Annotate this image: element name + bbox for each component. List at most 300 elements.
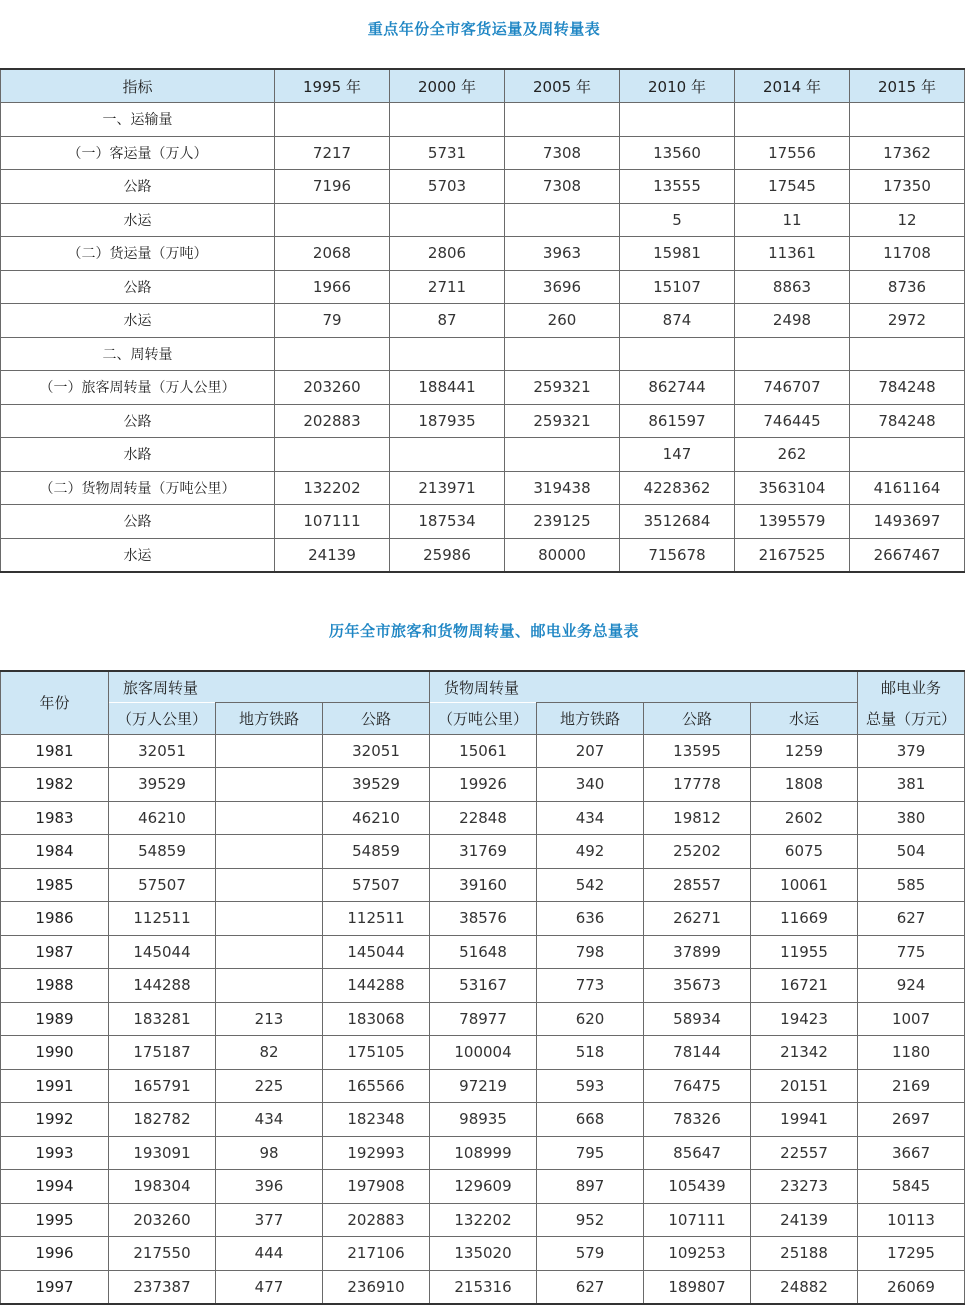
- table1-row: [1, 237, 965, 271]
- table2-cell: 37899: [644, 935, 751, 969]
- table2-cell: 57507: [109, 868, 216, 902]
- year-cell: 1986: [1, 902, 109, 936]
- year-cell: 1987: [1, 935, 109, 969]
- table2-cell: 182348: [323, 1103, 430, 1137]
- table2-cell: [216, 935, 323, 969]
- table1-cell: [390, 103, 505, 137]
- table2-row: [1, 1170, 965, 1204]
- table2-cell: 627: [858, 902, 965, 936]
- table1-cell: [850, 103, 965, 137]
- table2-cell: 377: [216, 1203, 323, 1237]
- table1-row: [1, 304, 965, 338]
- table1-row: [1, 337, 965, 371]
- table2-cell: 145044: [109, 935, 216, 969]
- table2-cell: 25188: [751, 1237, 858, 1271]
- table2-cell: 39529: [323, 768, 430, 802]
- indicator-label: 公路: [1, 404, 275, 438]
- table1-cell: 7308: [505, 170, 620, 204]
- table1-cell: 5731: [390, 136, 505, 170]
- table2-cell: 6075: [751, 835, 858, 869]
- table1-cell: 2806: [390, 237, 505, 271]
- indicator-label: 一、运输量: [1, 103, 275, 137]
- table1-cell: [850, 337, 965, 371]
- table2-cell: 340: [537, 768, 644, 802]
- table1-cell: 25986: [390, 538, 505, 572]
- table1-cell: [505, 438, 620, 472]
- table1-cell: [505, 337, 620, 371]
- table2-cell: 85647: [644, 1136, 751, 1170]
- year-cell: 1985: [1, 868, 109, 902]
- table1-cell: [275, 103, 390, 137]
- table1-cell: 8863: [735, 270, 850, 304]
- table2-cell: 57507: [323, 868, 430, 902]
- table2-row: [1, 835, 965, 869]
- table2-cell: 129609: [430, 1170, 537, 1204]
- table2-cell: 668: [537, 1103, 644, 1137]
- table2-cell: 215316: [430, 1270, 537, 1304]
- table1-cell: [275, 337, 390, 371]
- table2-cell: 144288: [323, 969, 430, 1003]
- table1-cell: 5703: [390, 170, 505, 204]
- table2-row: [1, 1270, 965, 1304]
- header-2005: 2005 年: [505, 69, 620, 103]
- table2-cell: 198304: [109, 1170, 216, 1204]
- table2-cell: 26069: [858, 1270, 965, 1304]
- table1-cell: [850, 438, 965, 472]
- table2-cell: 35673: [644, 969, 751, 1003]
- table1-cell: 147: [620, 438, 735, 472]
- table1-cell: 3963: [505, 237, 620, 271]
- table2-cell: 46210: [323, 801, 430, 835]
- table2-cell: [216, 734, 323, 768]
- year-cell: 1997: [1, 1270, 109, 1304]
- header-freight-water: 水运: [751, 703, 858, 735]
- year-cell: 1996: [1, 1237, 109, 1271]
- table1-row: [1, 438, 965, 472]
- table2-cell: 773: [537, 969, 644, 1003]
- table2-row: [1, 734, 965, 768]
- table1-row: [1, 538, 965, 572]
- table2-cell: 795: [537, 1136, 644, 1170]
- header-freight-unit: （万吨公里）: [430, 703, 537, 735]
- table1-cell: 2972: [850, 304, 965, 338]
- table2-row: [1, 1136, 965, 1170]
- table2-cell: 78977: [430, 1002, 537, 1036]
- table2-cell: 58934: [644, 1002, 751, 1036]
- table1-cell: [505, 203, 620, 237]
- table1-cell: 15107: [620, 270, 735, 304]
- table2-cell: 924: [858, 969, 965, 1003]
- table1-cell: 15981: [620, 237, 735, 271]
- table2-cell: 217550: [109, 1237, 216, 1271]
- table1-cell: 3696: [505, 270, 620, 304]
- table1-cell: 11708: [850, 237, 965, 271]
- table1-cell: [275, 438, 390, 472]
- table1-cell: 715678: [620, 538, 735, 572]
- table2-cell: 504: [858, 835, 965, 869]
- table1-row: [1, 471, 965, 505]
- table1-cell: 13555: [620, 170, 735, 204]
- table2-cell: 1180: [858, 1036, 965, 1070]
- table2-cell: 145044: [323, 935, 430, 969]
- table2-cell: 225: [216, 1069, 323, 1103]
- table2-cell: 26271: [644, 902, 751, 936]
- table2-cell: 217106: [323, 1237, 430, 1271]
- table2-cell: [216, 902, 323, 936]
- table2-cell: 51648: [430, 935, 537, 969]
- table1-cell: 132202: [275, 471, 390, 505]
- table1-cell: 874: [620, 304, 735, 338]
- yearly-turnover-table: [0, 670, 965, 1305]
- table1-cell: 7196: [275, 170, 390, 204]
- table2-cell: 203260: [109, 1203, 216, 1237]
- table1-cell: 213971: [390, 471, 505, 505]
- table2-cell: 54859: [323, 835, 430, 869]
- table1-cell: 2711: [390, 270, 505, 304]
- year-cell: 1982: [1, 768, 109, 802]
- table1-cell: 3563104: [735, 471, 850, 505]
- header-postal-line2: 总量（万元）: [858, 703, 965, 735]
- table2-cell: 39160: [430, 868, 537, 902]
- table2-cell: 76475: [644, 1069, 751, 1103]
- indicator-label: （二）货运量（万吨）: [1, 237, 275, 271]
- table1-cell: 259321: [505, 404, 620, 438]
- table2-cell: 10061: [751, 868, 858, 902]
- table2-cell: 236910: [323, 1270, 430, 1304]
- table2-cell: 434: [216, 1103, 323, 1137]
- table2-cell: 1007: [858, 1002, 965, 1036]
- table2-row: [1, 868, 965, 902]
- table2-cell: 20151: [751, 1069, 858, 1103]
- table2-cell: 24882: [751, 1270, 858, 1304]
- table1-cell: 187534: [390, 505, 505, 539]
- header-freight-local-rail: 地方铁路: [537, 703, 644, 735]
- table2-cell: 165791: [109, 1069, 216, 1103]
- table2-cell: 32051: [109, 734, 216, 768]
- table2-cell: 207: [537, 734, 644, 768]
- table2-cell: 38576: [430, 902, 537, 936]
- table2-row: [1, 1069, 965, 1103]
- table2-cell: 381: [858, 768, 965, 802]
- table2-cell: 24139: [751, 1203, 858, 1237]
- table1-cell: 79: [275, 304, 390, 338]
- indicator-label: 水运: [1, 304, 275, 338]
- table2-cell: 952: [537, 1203, 644, 1237]
- table2-cell: 11669: [751, 902, 858, 936]
- indicator-label: （二）货物周转量（万吨公里）: [1, 471, 275, 505]
- header-postal-line1: 邮电业务: [858, 671, 965, 703]
- table1-cell: 8736: [850, 270, 965, 304]
- table2-cell: 213: [216, 1002, 323, 1036]
- year-cell: 1991: [1, 1069, 109, 1103]
- table1-cell: [735, 103, 850, 137]
- table1-cell: 187935: [390, 404, 505, 438]
- table2-cell: 444: [216, 1237, 323, 1271]
- year-cell: 1981: [1, 734, 109, 768]
- table1-cell: 239125: [505, 505, 620, 539]
- table1-cell: 107111: [275, 505, 390, 539]
- table1-cell: 17556: [735, 136, 850, 170]
- table2-cell: 585: [858, 868, 965, 902]
- table2-row: [1, 1237, 965, 1271]
- table1-cell: 17545: [735, 170, 850, 204]
- table1-cell: 862744: [620, 371, 735, 405]
- table1-cell: [620, 103, 735, 137]
- table1-cell: 1493697: [850, 505, 965, 539]
- table1-cell: 17350: [850, 170, 965, 204]
- year-cell: 1990: [1, 1036, 109, 1070]
- table2-cell: 15061: [430, 734, 537, 768]
- table1-row: [1, 270, 965, 304]
- table2-cell: 17778: [644, 768, 751, 802]
- table2-cell: 22848: [430, 801, 537, 835]
- table1-header-row: [1, 69, 965, 103]
- table2-cell: 620: [537, 1002, 644, 1036]
- indicator-label: 公路: [1, 170, 275, 204]
- table1-cell: 5: [620, 203, 735, 237]
- table2-cell: 197908: [323, 1170, 430, 1204]
- year-cell: 1984: [1, 835, 109, 869]
- table2-cell: 193091: [109, 1136, 216, 1170]
- table2-row: [1, 1103, 965, 1137]
- year-cell: 1983: [1, 801, 109, 835]
- table1-cell: [275, 203, 390, 237]
- table1-cell: 746707: [735, 371, 850, 405]
- table1-cell: 1966: [275, 270, 390, 304]
- table2-cell: 107111: [644, 1203, 751, 1237]
- table2-cell: 108999: [430, 1136, 537, 1170]
- table2-cell: 97219: [430, 1069, 537, 1103]
- table2-cell: 380: [858, 801, 965, 835]
- table2-cell: 897: [537, 1170, 644, 1204]
- table2-cell: 144288: [109, 969, 216, 1003]
- table2-cell: 175187: [109, 1036, 216, 1070]
- indicator-label: （一）客运量（万人）: [1, 136, 275, 170]
- table2-cell: 39529: [109, 768, 216, 802]
- indicator-label: （一）旅客周转量（万人公里）: [1, 371, 275, 405]
- year-cell: 1988: [1, 969, 109, 1003]
- table2-cell: 112511: [323, 902, 430, 936]
- table1-row: [1, 103, 965, 137]
- table1-cell: [390, 438, 505, 472]
- table2-cell: 492: [537, 835, 644, 869]
- table2-cell: 434: [537, 801, 644, 835]
- table2-cell: 237387: [109, 1270, 216, 1304]
- year-cell: 1992: [1, 1103, 109, 1137]
- table1-row: [1, 203, 965, 237]
- table2-cell: [216, 768, 323, 802]
- table2-cell: 78326: [644, 1103, 751, 1137]
- header-year: 年份: [1, 671, 109, 734]
- table2-cell: 593: [537, 1069, 644, 1103]
- table2-cell: 19926: [430, 768, 537, 802]
- table2-cell: 135020: [430, 1237, 537, 1271]
- table2-cell: 19941: [751, 1103, 858, 1137]
- table1-row: [1, 404, 965, 438]
- table1-cell: 24139: [275, 538, 390, 572]
- table2-cell: 19423: [751, 1002, 858, 1036]
- table2-row: [1, 801, 965, 835]
- table1-cell: 7308: [505, 136, 620, 170]
- table2-cell: 10113: [858, 1203, 965, 1237]
- table2-cell: 109253: [644, 1237, 751, 1271]
- header-passenger-unit: （万人公里）: [109, 703, 216, 735]
- indicator-label: 水路: [1, 438, 275, 472]
- table2-cell: 19812: [644, 801, 751, 835]
- table2-cell: 165566: [323, 1069, 430, 1103]
- table2-cell: 132202: [430, 1203, 537, 1237]
- table2-cell: 112511: [109, 902, 216, 936]
- table1-cell: 3512684: [620, 505, 735, 539]
- indicator-label: 公路: [1, 270, 275, 304]
- table1-cell: 784248: [850, 371, 965, 405]
- table1-row: [1, 170, 965, 204]
- table2-cell: 16721: [751, 969, 858, 1003]
- table2-cell: 54859: [109, 835, 216, 869]
- table1-cell: 4161164: [850, 471, 965, 505]
- table1-cell: 2498: [735, 304, 850, 338]
- table1-cell: 2167525: [735, 538, 850, 572]
- table2-cell: 28557: [644, 868, 751, 902]
- table2-cell: 189807: [644, 1270, 751, 1304]
- table2-row: [1, 1036, 965, 1070]
- header-2010: 2010 年: [620, 69, 735, 103]
- table2-cell: 477: [216, 1270, 323, 1304]
- table1-cell: 784248: [850, 404, 965, 438]
- header-2000: 2000 年: [390, 69, 505, 103]
- table2-cell: 2602: [751, 801, 858, 835]
- table2-row: [1, 935, 965, 969]
- table1-cell: 861597: [620, 404, 735, 438]
- table2-cell: 202883: [323, 1203, 430, 1237]
- table2-cell: 21342: [751, 1036, 858, 1070]
- table1-cell: 4228362: [620, 471, 735, 505]
- table2-cell: 1808: [751, 768, 858, 802]
- table2-cell: 22557: [751, 1136, 858, 1170]
- table2-cell: 518: [537, 1036, 644, 1070]
- header-2015: 2015 年: [850, 69, 965, 103]
- header-indicator: 指标: [1, 69, 275, 103]
- table2-cell: 31769: [430, 835, 537, 869]
- indicator-label: 公路: [1, 505, 275, 539]
- table1-cell: 7217: [275, 136, 390, 170]
- indicator-label: 水运: [1, 203, 275, 237]
- table1-cell: 80000: [505, 538, 620, 572]
- table1-cell: 262: [735, 438, 850, 472]
- table2-cell: 542: [537, 868, 644, 902]
- table1-cell: 259321: [505, 371, 620, 405]
- table1-cell: 2667467: [850, 538, 965, 572]
- table2-cell: 2169: [858, 1069, 965, 1103]
- table2-cell: 775: [858, 935, 965, 969]
- table2-cell: 13595: [644, 734, 751, 768]
- header-passenger-turnover: 旅客周转量: [109, 671, 430, 703]
- table2-cell: 82: [216, 1036, 323, 1070]
- table2-cell: 46210: [109, 801, 216, 835]
- header-freight-turnover: 货物周转量: [430, 671, 858, 703]
- table2-title: 历年全市旅客和货物周转量、邮电业务总量表: [328, 622, 639, 640]
- table1-cell: 203260: [275, 371, 390, 405]
- table2-cell: 175105: [323, 1036, 430, 1070]
- table2-cell: 105439: [644, 1170, 751, 1204]
- header-2014: 2014 年: [735, 69, 850, 103]
- table1-row: [1, 505, 965, 539]
- table2-cell: 3667: [858, 1136, 965, 1170]
- table2-cell: 98935: [430, 1103, 537, 1137]
- table2-cell: 798: [537, 935, 644, 969]
- table2-row: [1, 902, 965, 936]
- year-cell: 1993: [1, 1136, 109, 1170]
- table2-cell: 53167: [430, 969, 537, 1003]
- table2-cell: 379: [858, 734, 965, 768]
- header-passenger-local-rail: 地方铁路: [216, 703, 323, 735]
- table1-title: 重点年份全市客货运量及周转量表: [367, 20, 601, 38]
- header-freight-highway: 公路: [644, 703, 751, 735]
- table1-cell: 746445: [735, 404, 850, 438]
- table1-cell: [390, 337, 505, 371]
- year-cell: 1989: [1, 1002, 109, 1036]
- indicator-label: 二、周转量: [1, 337, 275, 371]
- table2-row: [1, 1203, 965, 1237]
- table1-cell: 11361: [735, 237, 850, 271]
- table2-cell: 396: [216, 1170, 323, 1204]
- table2-cell: 5845: [858, 1170, 965, 1204]
- table1-cell: [735, 337, 850, 371]
- table2-cell: 11955: [751, 935, 858, 969]
- year-cell: 1995: [1, 1203, 109, 1237]
- table2-cell: 17295: [858, 1237, 965, 1271]
- table2-cell: 627: [537, 1270, 644, 1304]
- table2-cell: [216, 969, 323, 1003]
- indicator-label: 水运: [1, 538, 275, 572]
- table2-cell: 192993: [323, 1136, 430, 1170]
- table2-cell: 579: [537, 1237, 644, 1271]
- table2-cell: [216, 835, 323, 869]
- table2-cell: [216, 801, 323, 835]
- table2-cell: 98: [216, 1136, 323, 1170]
- table1-cell: [620, 337, 735, 371]
- table2-header-row-2: [1, 703, 965, 735]
- table2-cell: 2697: [858, 1103, 965, 1137]
- table1-cell: [505, 103, 620, 137]
- table2-header-row-1: [1, 671, 965, 703]
- table1-cell: 260: [505, 304, 620, 338]
- table2-cell: 636: [537, 902, 644, 936]
- table1-cell: 12: [850, 203, 965, 237]
- table1-cell: 319438: [505, 471, 620, 505]
- table2-cell: 183068: [323, 1002, 430, 1036]
- key-years-transport-table: [0, 68, 965, 573]
- table2-cell: 182782: [109, 1103, 216, 1137]
- table2-cell: 25202: [644, 835, 751, 869]
- header-passenger-highway: 公路: [323, 703, 430, 735]
- table1-cell: 188441: [390, 371, 505, 405]
- table2-cell: 78144: [644, 1036, 751, 1070]
- header-1995: 1995 年: [275, 69, 390, 103]
- table2-row: [1, 1002, 965, 1036]
- table2-cell: 183281: [109, 1002, 216, 1036]
- table1-row: [1, 371, 965, 405]
- table2-cell: [216, 868, 323, 902]
- table1-cell: 11: [735, 203, 850, 237]
- table2-row: [1, 768, 965, 802]
- year-cell: 1994: [1, 1170, 109, 1204]
- table1-row: [1, 136, 965, 170]
- table2-cell: 32051: [323, 734, 430, 768]
- table2-cell: 23273: [751, 1170, 858, 1204]
- table1-cell: [390, 203, 505, 237]
- table1-cell: 13560: [620, 136, 735, 170]
